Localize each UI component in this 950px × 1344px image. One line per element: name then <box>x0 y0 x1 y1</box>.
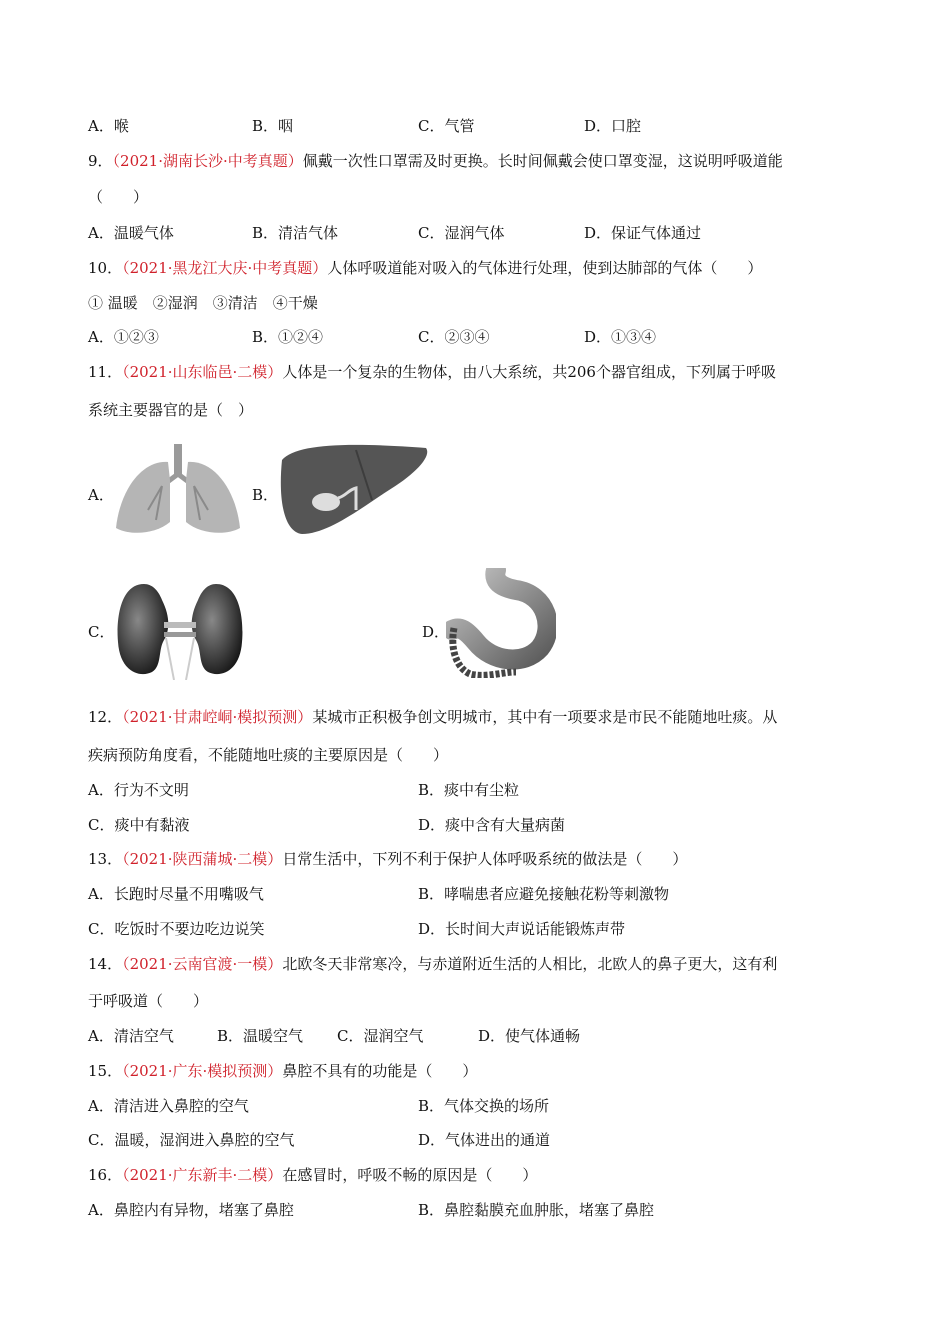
q12-option-a[interactable]: A．行为不文明 <box>88 781 189 799</box>
question-14 <box>88 954 777 974</box>
q15-option-a[interactable]: A．清洁进入鼻腔的空气 <box>88 1097 249 1115</box>
q9-blank: （ ） <box>88 188 149 206</box>
question-13 <box>88 849 687 869</box>
q11-option-d[interactable]: D． <box>422 623 450 641</box>
q10-items: ① 温暖 ②湿润 ③清洁 ④干燥 <box>88 294 318 312</box>
q9-option-d[interactable]: D．保证气体通过 <box>584 224 702 242</box>
q15-option-d[interactable]: D．气体进出的通道 <box>418 1131 551 1149</box>
q10-option-a[interactable]: A．①②③ <box>88 328 159 346</box>
q12-option-d[interactable]: D．痰中含有大量病菌 <box>418 816 566 834</box>
question-11-cont: 系统主要器官的是（ ） <box>88 401 254 419</box>
liver-icon[interactable] <box>276 440 432 536</box>
question-source: （2021·广东·模拟预测） <box>122 1062 283 1080</box>
kidneys-icon[interactable] <box>114 580 246 680</box>
q14-option-b[interactable]: B．温暖空气 <box>217 1027 304 1045</box>
question-number: 15． <box>88 1062 123 1080</box>
question-number: 10． <box>88 259 123 277</box>
question-source: （2021·甘肃崆峒·模拟预测） <box>122 708 313 726</box>
question-text: 人体是一个复杂的生物体，由八大系统，共206个器官组成，下列属于呼吸 <box>282 363 776 381</box>
question-number: 12． <box>88 708 123 726</box>
q14-option-d[interactable]: D．使气体通畅 <box>478 1027 581 1045</box>
question-16 <box>88 1165 537 1185</box>
q8-option-d[interactable]: D．口腔 <box>584 117 642 135</box>
q9-option-a[interactable]: A．温暖气体 <box>88 224 174 242</box>
q14-option-a[interactable]: A．清洁空气 <box>88 1027 174 1045</box>
stomach-icon[interactable] <box>446 568 556 678</box>
q14-option-c[interactable]: C．湿润空气 <box>337 1027 424 1045</box>
question-number: 9． <box>88 152 113 170</box>
q10-option-b[interactable]: B．①②④ <box>252 328 324 346</box>
question-text: 日常生活中，下列不利于保护人体呼吸系统的做法是（ ） <box>282 850 688 868</box>
question-text: 佩戴一次性口罩需及时更换。长时间佩戴会使口罩变湿，这说明呼吸道能 <box>302 152 783 170</box>
question-number: 13． <box>88 850 123 868</box>
question-source: （2021·黑龙江大庆·中考真题） <box>122 259 328 277</box>
q15-option-b[interactable]: B．气体交换的场所 <box>418 1097 550 1115</box>
lungs-icon[interactable] <box>112 440 244 540</box>
question-10 <box>88 258 762 278</box>
question-15 <box>88 1061 477 1081</box>
question-source: （2021·陕西蒲城·二模） <box>122 850 283 868</box>
question-text: 某城市正积极争创文明城市，其中有一项要求是市民不能随地吐痰。从 <box>312 708 778 726</box>
q15-option-c[interactable]: C．温暖，湿润进入鼻腔的空气 <box>88 1131 295 1149</box>
q8-option-c[interactable]: C．气管 <box>418 117 475 135</box>
question-11 <box>88 362 776 382</box>
q10-option-d[interactable]: D．①③④ <box>584 328 657 346</box>
q11-option-c[interactable]: C． <box>88 623 115 641</box>
q16-option-b[interactable]: B．鼻腔黏膜充血肿胀，堵塞了鼻腔 <box>418 1201 655 1219</box>
q9-option-c[interactable]: C．湿润气体 <box>418 224 505 242</box>
q13-option-c[interactable]: C．吃饭时不要边吃边说笑 <box>88 920 265 938</box>
question-9 <box>88 151 783 171</box>
question-source: （2021·湖南长沙·中考真题） <box>112 152 303 170</box>
question-source: （2021·云南官渡·一模） <box>122 955 283 973</box>
q11-option-a[interactable]: A． <box>88 486 114 504</box>
q8-option-b[interactable]: B．咽 <box>252 117 294 135</box>
q10-option-c[interactable]: C．②③④ <box>418 328 490 346</box>
question-text: 在感冒时，呼吸不畅的原因是（ ） <box>282 1166 538 1184</box>
question-12 <box>88 707 777 727</box>
q13-option-d[interactable]: D．长时间大声说话能锻炼声带 <box>418 920 626 938</box>
q9-option-b[interactable]: B．清洁气体 <box>252 224 339 242</box>
q11-option-b[interactable]: B． <box>252 486 279 504</box>
q12-option-b[interactable]: B．痰中有尘粒 <box>418 781 520 799</box>
question-12-cont: 疾病预防角度看，不能随地吐痰的主要原因是（ ） <box>88 746 449 764</box>
question-source: （2021·山东临邑·二模） <box>122 363 283 381</box>
question-number: 16． <box>88 1166 123 1184</box>
question-source: （2021·广东新丰·二模） <box>122 1166 283 1184</box>
question-14-cont: 于呼吸道（ ） <box>88 992 209 1010</box>
q12-option-c[interactable]: C．痰中有黏液 <box>88 816 190 834</box>
q13-option-b[interactable]: B．哮喘患者应避免接触花粉等刺激物 <box>418 885 670 903</box>
question-number: 11． <box>88 363 123 381</box>
question-text: 人体呼吸道能对吸入的气体进行处理，使到达肺部的气体（ ） <box>327 259 763 277</box>
q8-option-a[interactable]: A．喉 <box>88 117 129 135</box>
q16-option-a[interactable]: A．鼻腔内有异物，堵塞了鼻腔 <box>88 1201 294 1219</box>
question-number: 14． <box>88 955 123 973</box>
question-text: 北欧冬天非常寒冷，与赤道附近生活的人相比，北欧人的鼻子更大，这有利 <box>282 955 778 973</box>
q13-option-a[interactable]: A．长跑时尽量不用嘴吸气 <box>88 885 264 903</box>
question-text: 鼻腔不具有的功能是（ ） <box>282 1062 478 1080</box>
